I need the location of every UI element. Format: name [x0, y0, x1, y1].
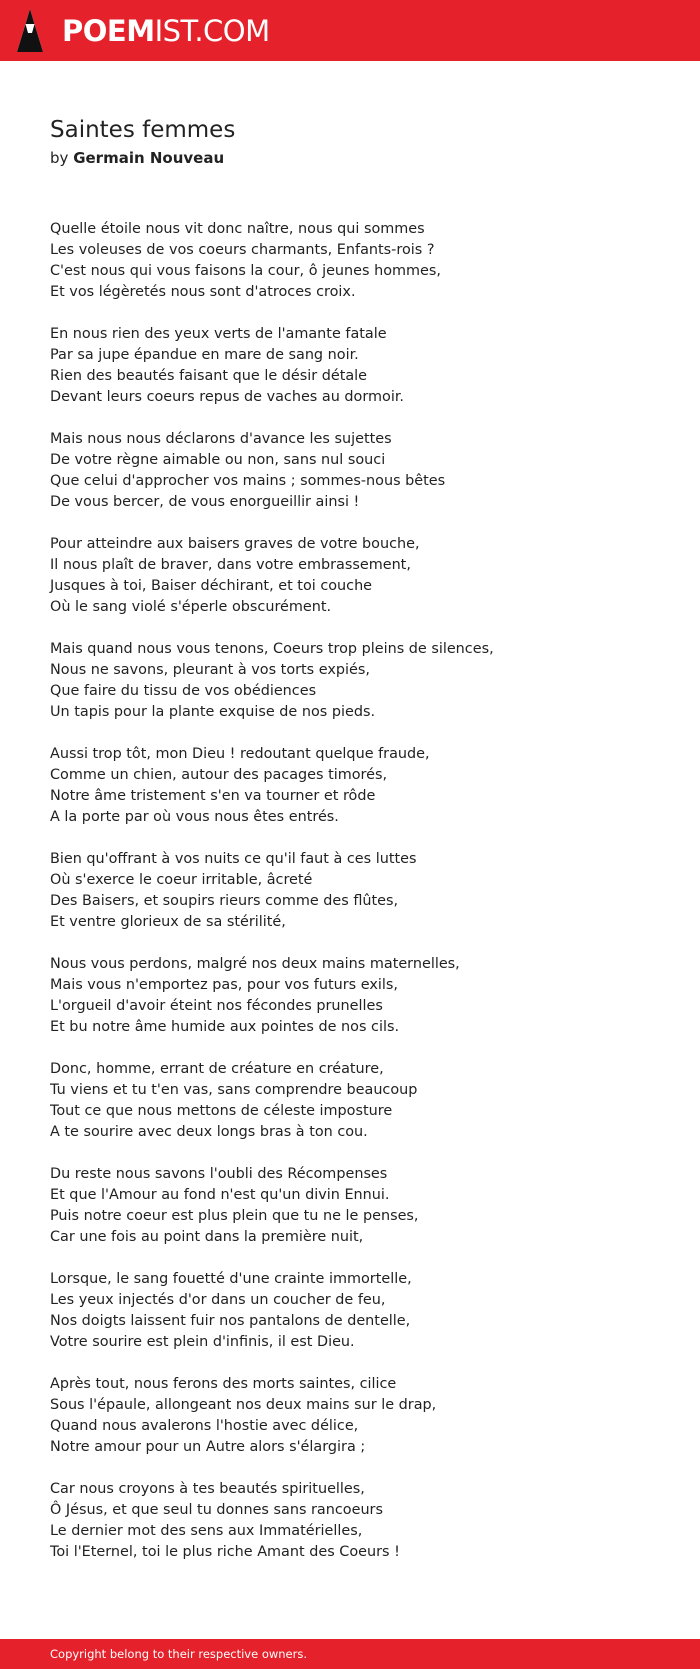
poem-line: Jusques à toi, Baiser déchirant, et toi couche — [50, 578, 373, 594]
poem-body — [50, 219, 670, 1584]
poem-line: Un tapis pour la plante exquise de nos pieds. — [50, 704, 376, 720]
poem-line: Notre amour pour un Autre alors s'élargira ; — [50, 1439, 366, 1455]
by-label: by — [50, 149, 69, 167]
page-title: Saintes femmes — [50, 117, 236, 143]
poem-line: Quand nous avalerons l'hostie avec délice, — [50, 1418, 359, 1434]
poem-line: Tu viens et tu t'en vas, sans comprendre beaucoup — [50, 1082, 418, 1098]
poem-line: Par sa jupe épandue en mare de sang noir. — [50, 347, 359, 363]
poem-line: Et que l'Amour au fond n'est qu'un divin Ennui. — [50, 1187, 390, 1203]
stanza — [50, 744, 670, 828]
poem-line: En nous rien des yeux verts de l'amante fatale — [50, 326, 387, 342]
stanza — [50, 429, 670, 513]
poem-line: Où le sang violé s'éperle obscurément. — [50, 599, 332, 615]
stanza — [50, 1374, 670, 1458]
stanza — [50, 1164, 670, 1248]
poem-line: Pour atteindre aux baisers graves de votre bouche, — [50, 536, 420, 552]
stanza — [50, 849, 670, 933]
poem-header — [50, 113, 235, 168]
poem-line: Des Baisers, et soupirs rieurs comme des flûtes, — [50, 893, 399, 909]
poem-line: Rien des beautés faisant que le désir détale — [50, 368, 368, 384]
stanza — [50, 324, 670, 408]
pencil-tip-icon — [17, 9, 43, 52]
poem-line: Et ventre glorieux de sa stérilité, — [50, 914, 286, 930]
poem-line: Puis notre coeur est plus plein que tu ne le penses, — [50, 1208, 419, 1224]
stanza — [50, 534, 670, 618]
stanza — [50, 1269, 670, 1353]
poem-line: Après tout, nous ferons des morts saintes, cilice — [50, 1376, 397, 1392]
poem-line: Aussi trop tôt, mon Dieu ! redoutant quelque fraude, — [50, 746, 430, 762]
byline — [50, 148, 235, 168]
poem-line: Ô Jésus, et que seul tu donnes sans rancoeurs — [50, 1502, 383, 1518]
copyright-text: Copyright belong to their respective owners. — [50, 1647, 308, 1661]
logo-bold-text: POEM — [62, 14, 155, 48]
poem-line: Car une fois au point dans la première nuit, — [50, 1229, 364, 1245]
logo-light-text: IST.COM — [154, 14, 270, 48]
stanza — [50, 219, 670, 303]
poem-line: Comme un chien, autour des pacages timorés, — [50, 767, 388, 783]
poem-line: Votre sourire est plein d'infinis, il est Dieu. — [50, 1334, 355, 1350]
poem-line: L'orgueil d'avoir éteint nos fécondes prunelles — [50, 998, 383, 1014]
poem-line: Quelle étoile nous vit donc naître, nous qui sommes — [50, 221, 425, 237]
poem-line: Devant leurs coeurs repus de vaches au dormoir. — [50, 389, 404, 405]
stanza — [50, 1059, 670, 1143]
stanza — [50, 639, 670, 723]
poem-line: Nos doigts laissent fuir nos pantalons de dentelle, — [50, 1313, 411, 1329]
poem-line: Nous vous perdons, malgré nos deux mains maternelles, — [50, 956, 460, 972]
poem-line: Toi l'Eternel, toi le plus riche Amant des Coeurs ! — [50, 1544, 400, 1560]
poem-line: Il nous plaît de braver, dans votre embrassement, — [50, 557, 411, 573]
author-name: Germain Nouveau — [73, 149, 225, 167]
poem-line: A la porte par où vous nous êtes entrés. — [50, 809, 339, 825]
poem-line: Car nous croyons à tes beautés spirituelles, — [50, 1481, 365, 1497]
poem-line: C'est nous qui vous faisons la cour, ô jeunes hommes, — [50, 263, 441, 279]
poem-line: Mais quand nous vous tenons, Coeurs trop pleins de silences, — [50, 641, 494, 657]
poem-line: Et bu notre âme humide aux pointes de nos cils. — [50, 1019, 400, 1035]
poem-line: Sous l'épaule, allongeant nos deux mains sur le drap, — [50, 1397, 437, 1413]
poem-line: Mais vous n'emportez pas, pour vos futurs exils, — [50, 977, 398, 993]
poem-line: Que celui d'approcher vos mains ; sommes-nous bêtes — [50, 473, 446, 489]
poem-line: Mais nous nous déclarons d'avance les sujettes — [50, 431, 392, 447]
poem-line: Du reste nous savons l'oubli des Récompenses — [50, 1166, 388, 1182]
poem-line: Bien qu'offrant à vos nuits ce qu'il faut à ces luttes — [50, 851, 417, 867]
poem-line: Les voleuses de vos coeurs charmants, Enfants-rois ? — [50, 242, 435, 258]
poem-line: Lorsque, le sang fouetté d'une crainte immortelle, — [50, 1271, 412, 1287]
poem-line: Donc, homme, errant de créature en créature, — [50, 1061, 384, 1077]
stanza — [50, 1479, 670, 1563]
site-logo[interactable] — [62, 11, 270, 51]
poem-line: A te sourire avec deux longs bras à ton cou. — [50, 1124, 368, 1140]
poem-line: De votre règne aimable ou non, sans nul souci — [50, 452, 386, 468]
poem-line: Et vos légèretés nous sont d'atroces croix. — [50, 284, 356, 300]
poem-line: Nous ne savons, pleurant à vos torts expiés, — [50, 662, 370, 678]
poem-line: Tout ce que nous mettons de céleste imposture — [50, 1103, 393, 1119]
site-footer — [0, 1639, 700, 1669]
site-header — [0, 0, 700, 61]
stanza — [50, 954, 670, 1038]
poem-line: Où s'exerce le coeur irritable, âcreté — [50, 872, 313, 888]
poem-line: Notre âme tristement s'en va tourner et rôde — [50, 788, 376, 804]
poem-line: Que faire du tissu de vos obédiences — [50, 683, 317, 699]
poem-line: Les yeux injectés d'or dans un coucher de feu, — [50, 1292, 386, 1308]
poem-line: De vous bercer, de vous enorgueillir ainsi ! — [50, 494, 360, 510]
poem-line: Le dernier mot des sens aux Immatérielles, — [50, 1523, 363, 1539]
